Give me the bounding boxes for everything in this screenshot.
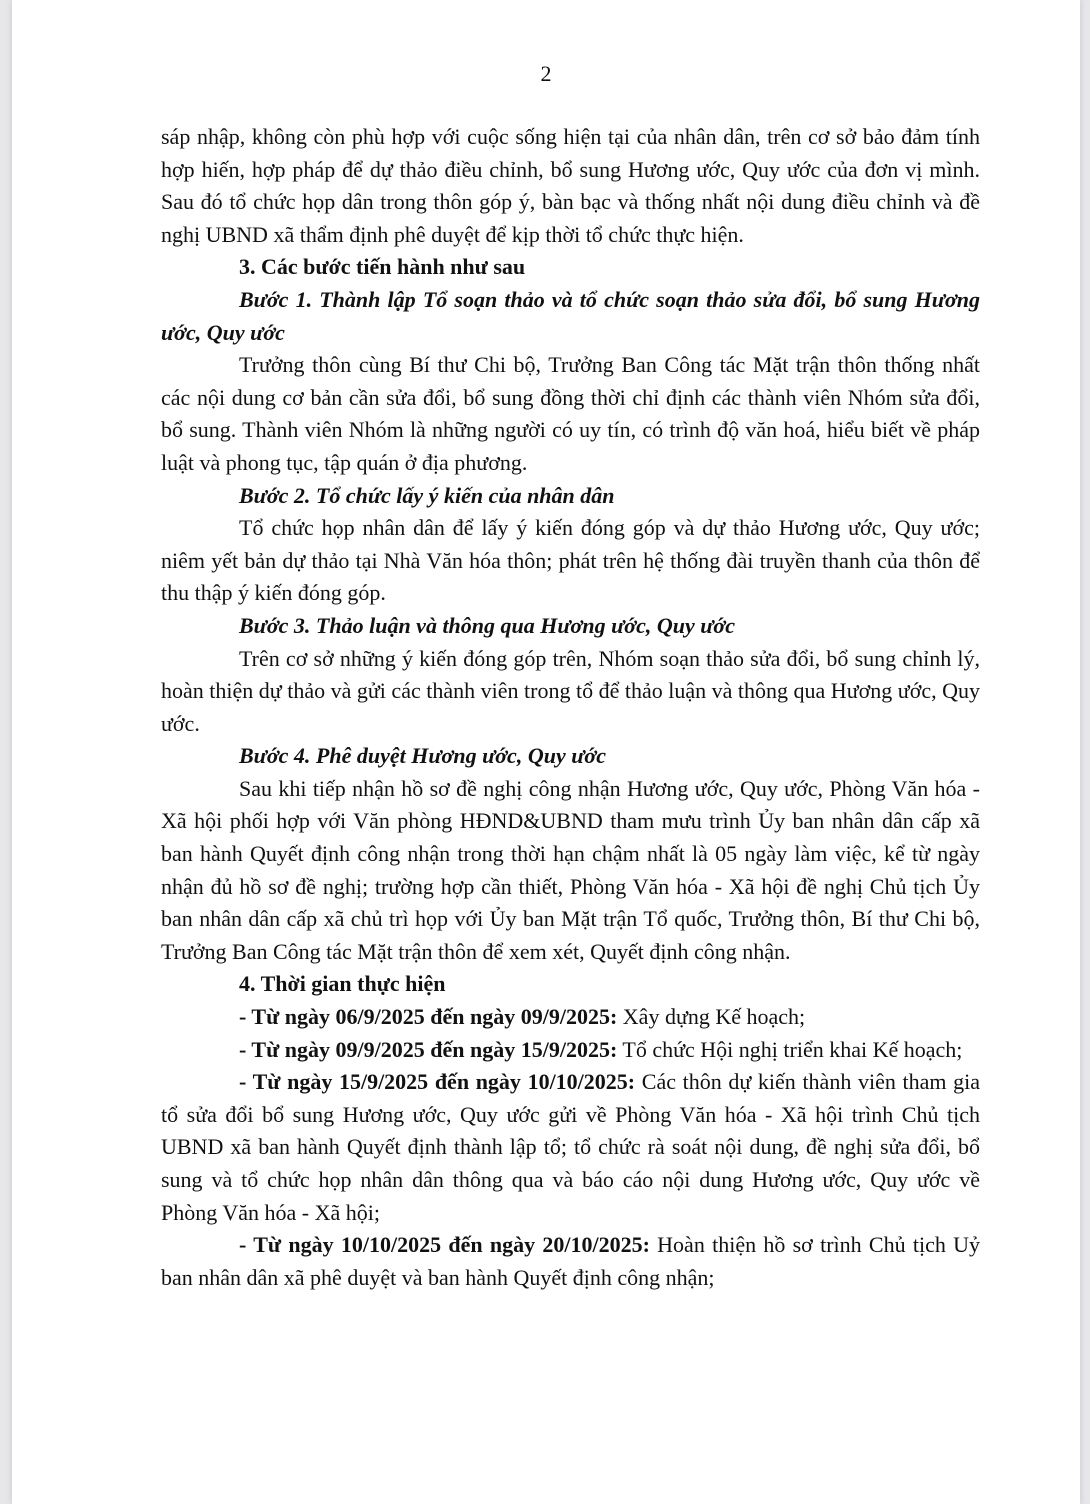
timeline-item-1-period: - Từ ngày 06/9/2025 đến ngày 09/9/2025:	[239, 1004, 618, 1030]
timeline-item-4-text: Hoàn thiện hồ sơ trình Chủ tịch Uỷ ban nhân dân xã phê duyệt và ban hành Quyết định công nhận;	[161, 1232, 980, 1290]
timeline-item-3	[161, 1066, 980, 1229]
intro-paragraph: sáp nhập, không còn phù hợp với cuộc sống hiện tại của nhân dân, trên cơ sở bảo đảm tính hợp hiến, hợp pháp để dự thảo điều chỉnh, bổ sung Hương ước, Quy ước của đơn vị mình. Sau đó tổ chức họp dân trong thôn góp ý, bàn bạc và thống nhất nội dung điều chỉnh và đề nghị UBND xã thẩm định phê duyệt để kịp thời tổ chức thực hiện.	[161, 124, 980, 247]
step-2-title: Bước 2. Tổ chức lấy ý kiến của nhân dân	[239, 482, 615, 508]
step-1-body: Trưởng thôn cùng Bí thư Chi bộ, Trưởng Ban Công tác Mặt trận thôn thống nhất các nội dung cơ bản cần sửa đổi, bổ sung đồng thời chỉ định các thành viên Nhóm sửa đổi, bổ sung. Thành viên Nhóm là những người có uy tín, có trình độ văn hoá, hiểu biết về pháp luật và phong tục, tập quán ở địa phương.	[161, 352, 980, 475]
step-4-title: Bước 4. Phê duyệt Hương ước, Quy ước	[239, 743, 606, 769]
step-2-body: Tổ chức họp nhân dân để lấy ý kiến đóng góp và dự thảo Hương ước, Quy ước; niêm yết bản dự thảo tại Nhà Văn hóa thôn; phát trên hệ thống đài truyền thanh của thôn để thu thập ý kiến đóng góp.	[161, 515, 980, 606]
timeline-item-4	[161, 1229, 980, 1294]
step-4-body: Sau khi tiếp nhận hồ sơ đề nghị công nhận Hương ước, Quy ước, Phòng Văn hóa - Xã hội phối hợp với Văn phòng HĐND&UBND tham mưu trình Ủy ban nhân dân cấp xã ban hành Quyết định công nhận trong thời hạn chậm nhất là 05 ngày làm việc, kể từ ngày nhận đủ hồ sơ đề nghị; trường hợp cần thiết, Phòng Văn hóa - Xã hội đề nghị Chủ tịch Ủy ban nhân dân cấp xã chủ trì họp với Ủy ban Mặt trận Tổ quốc, Trưởng thôn, Bí thư Chi bộ, Trưởng Ban Công tác Mặt trận thôn để xem xét, Quyết định công nhận.	[161, 775, 980, 964]
timeline-item-2-text: Tổ chức Hội nghị triển khai Kế hoạch;	[617, 1036, 963, 1062]
timeline-item-3-text: Các thôn dự kiến thành viên tham gia tổ sửa đổi bổ sung Hương ước, Quy ước gửi về Phòng Văn hóa - Xã hội trình Chủ tịch UBND xã ban hành Quyết định thành lập tổ; tổ chức rà soát nội dung, đề nghị sửa đổi, bổ sung và tổ chức họp nhân dân thông qua và báo cáo nội dung Hương ước, Quy ước về Phòng Văn hóa - Xã hội;	[161, 1069, 980, 1225]
page-number: 2	[540, 61, 552, 86]
document-page	[12, 0, 1080, 1504]
timeline-item-3-period: - Từ ngày 15/9/2025 đến ngày 10/10/2025:	[239, 1069, 636, 1095]
timeline-item-2	[161, 1034, 980, 1067]
step-1-title: Bước 1. Thành lập Tổ soạn thảo và tổ chức soạn thảo sửa đổi, bổ sung Hương ước, Quy ước	[161, 286, 980, 345]
timeline-item-4-period: - Từ ngày 10/10/2025 đến ngày 20/10/2025:	[239, 1232, 650, 1258]
timeline-item-1	[161, 1001, 980, 1034]
timeline-item-1-text: Xây dựng Kế hoạch;	[617, 1004, 806, 1030]
timeline-item-2-period: - Từ ngày 09/9/2025 đến ngày 15/9/2025:	[239, 1036, 618, 1062]
step-3-body: Trên cơ sở những ý kiến đóng góp trên, Nhóm soạn thảo sửa đổi, bổ sung chỉnh lý, hoàn thiện dự thảo và gửi các thành viên trong tổ để thảo luận và thông qua Hương ước, Quy ước.	[161, 645, 980, 736]
section-3-heading: 3. Các bước tiến hành như sau	[239, 254, 526, 280]
section-4-heading: 4. Thời gian thực hiện	[239, 971, 446, 997]
step-3-title: Bước 3. Thảo luận và thông qua Hương ước, Quy ước	[239, 612, 735, 638]
document-body	[161, 121, 980, 1294]
